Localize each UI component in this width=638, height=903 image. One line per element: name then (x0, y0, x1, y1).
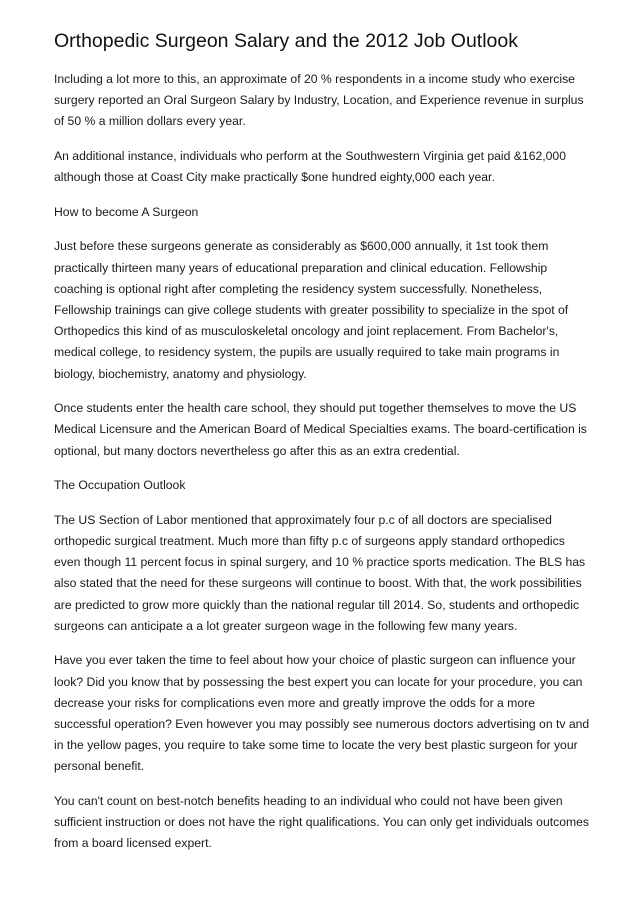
document-title: Orthopedic Surgeon Salary and the 2012 Job Outlook (54, 30, 518, 52)
document-body (54, 69, 590, 868)
paragraph: Just before these surgeons generate as considerably as $600,000 annually, it 1st took them practically thirteen many years of educational preparation and clinical education. Fellowship coaching is optional right after completing the residency system successfully. Nonetheless, Fellowship trainings can give college students with greater possibility to specialize in the spot of Orthopedics this kind of as musculoskeletal oncology and joint replacement. From Bachelor's, medical college, to residency system, the pupils are usually required to take main programs in biology, biochemistry, anatomy and physiology. (54, 239, 569, 381)
paragraph: You can't count on best-notch benefits heading to an individual who could not have been given sufficient instruction or does not have the right qualifications. You can only get individuals outcomes from a board licensed expert. (54, 794, 589, 851)
section-heading: The Occupation Outlook (54, 478, 186, 493)
paragraph: An additional instance, individuals who perform at the Southwestern Virginia get paid &162,000 although those at Coast City make practically $one hundred eighty,000 each year. (54, 149, 566, 185)
paragraph: Once students enter the health care school, they should put together themselves to move the US Medical Licensure and the American Board of Medical Specialties exams. The board-certification is optional, but many doctors nevertheless go after this as an extra credential. (54, 401, 587, 458)
paragraph: Including a lot more to this, an approximate of 20 % respondents in a income study who exercise surgery reported an Oral Surgeon Salary by Industry, Location, and Experience revenue in surplus of 50 % a million dollars every year. (54, 72, 584, 129)
paragraph: Have you ever taken the time to feel about how your choice of plastic surgeon can influence your look? Did you know that by possessing the best expert you can locate for your procedure, you can decrease your risks for complications even more and greatly improve the odds for a more successful operation? Even however you may possibly see numerous doctors advertising on tv and in the yellow pages, you require to take some time to locate the very best plastic surgeon for your personal benefit. (54, 653, 590, 774)
section-heading: How to become A Surgeon (54, 204, 199, 219)
paragraph: The US Section of Labor mentioned that approximately four p.c of all doctors are specialised orthopedic surgical treatment. Much more than fifty p.c of surgeons apply standard orthopedics even though 11 percent focus in spinal surgery, and 10 % practice sports medication. The BLS has also stated that the need for these surgeons will continue to boost. With that, the work possibilities are predicted to grow more quickly than the national regular till 2014. So, students and orthopedic surgeons can anticipate a a lot greater surgeon wage in the following few many years. (54, 512, 586, 633)
